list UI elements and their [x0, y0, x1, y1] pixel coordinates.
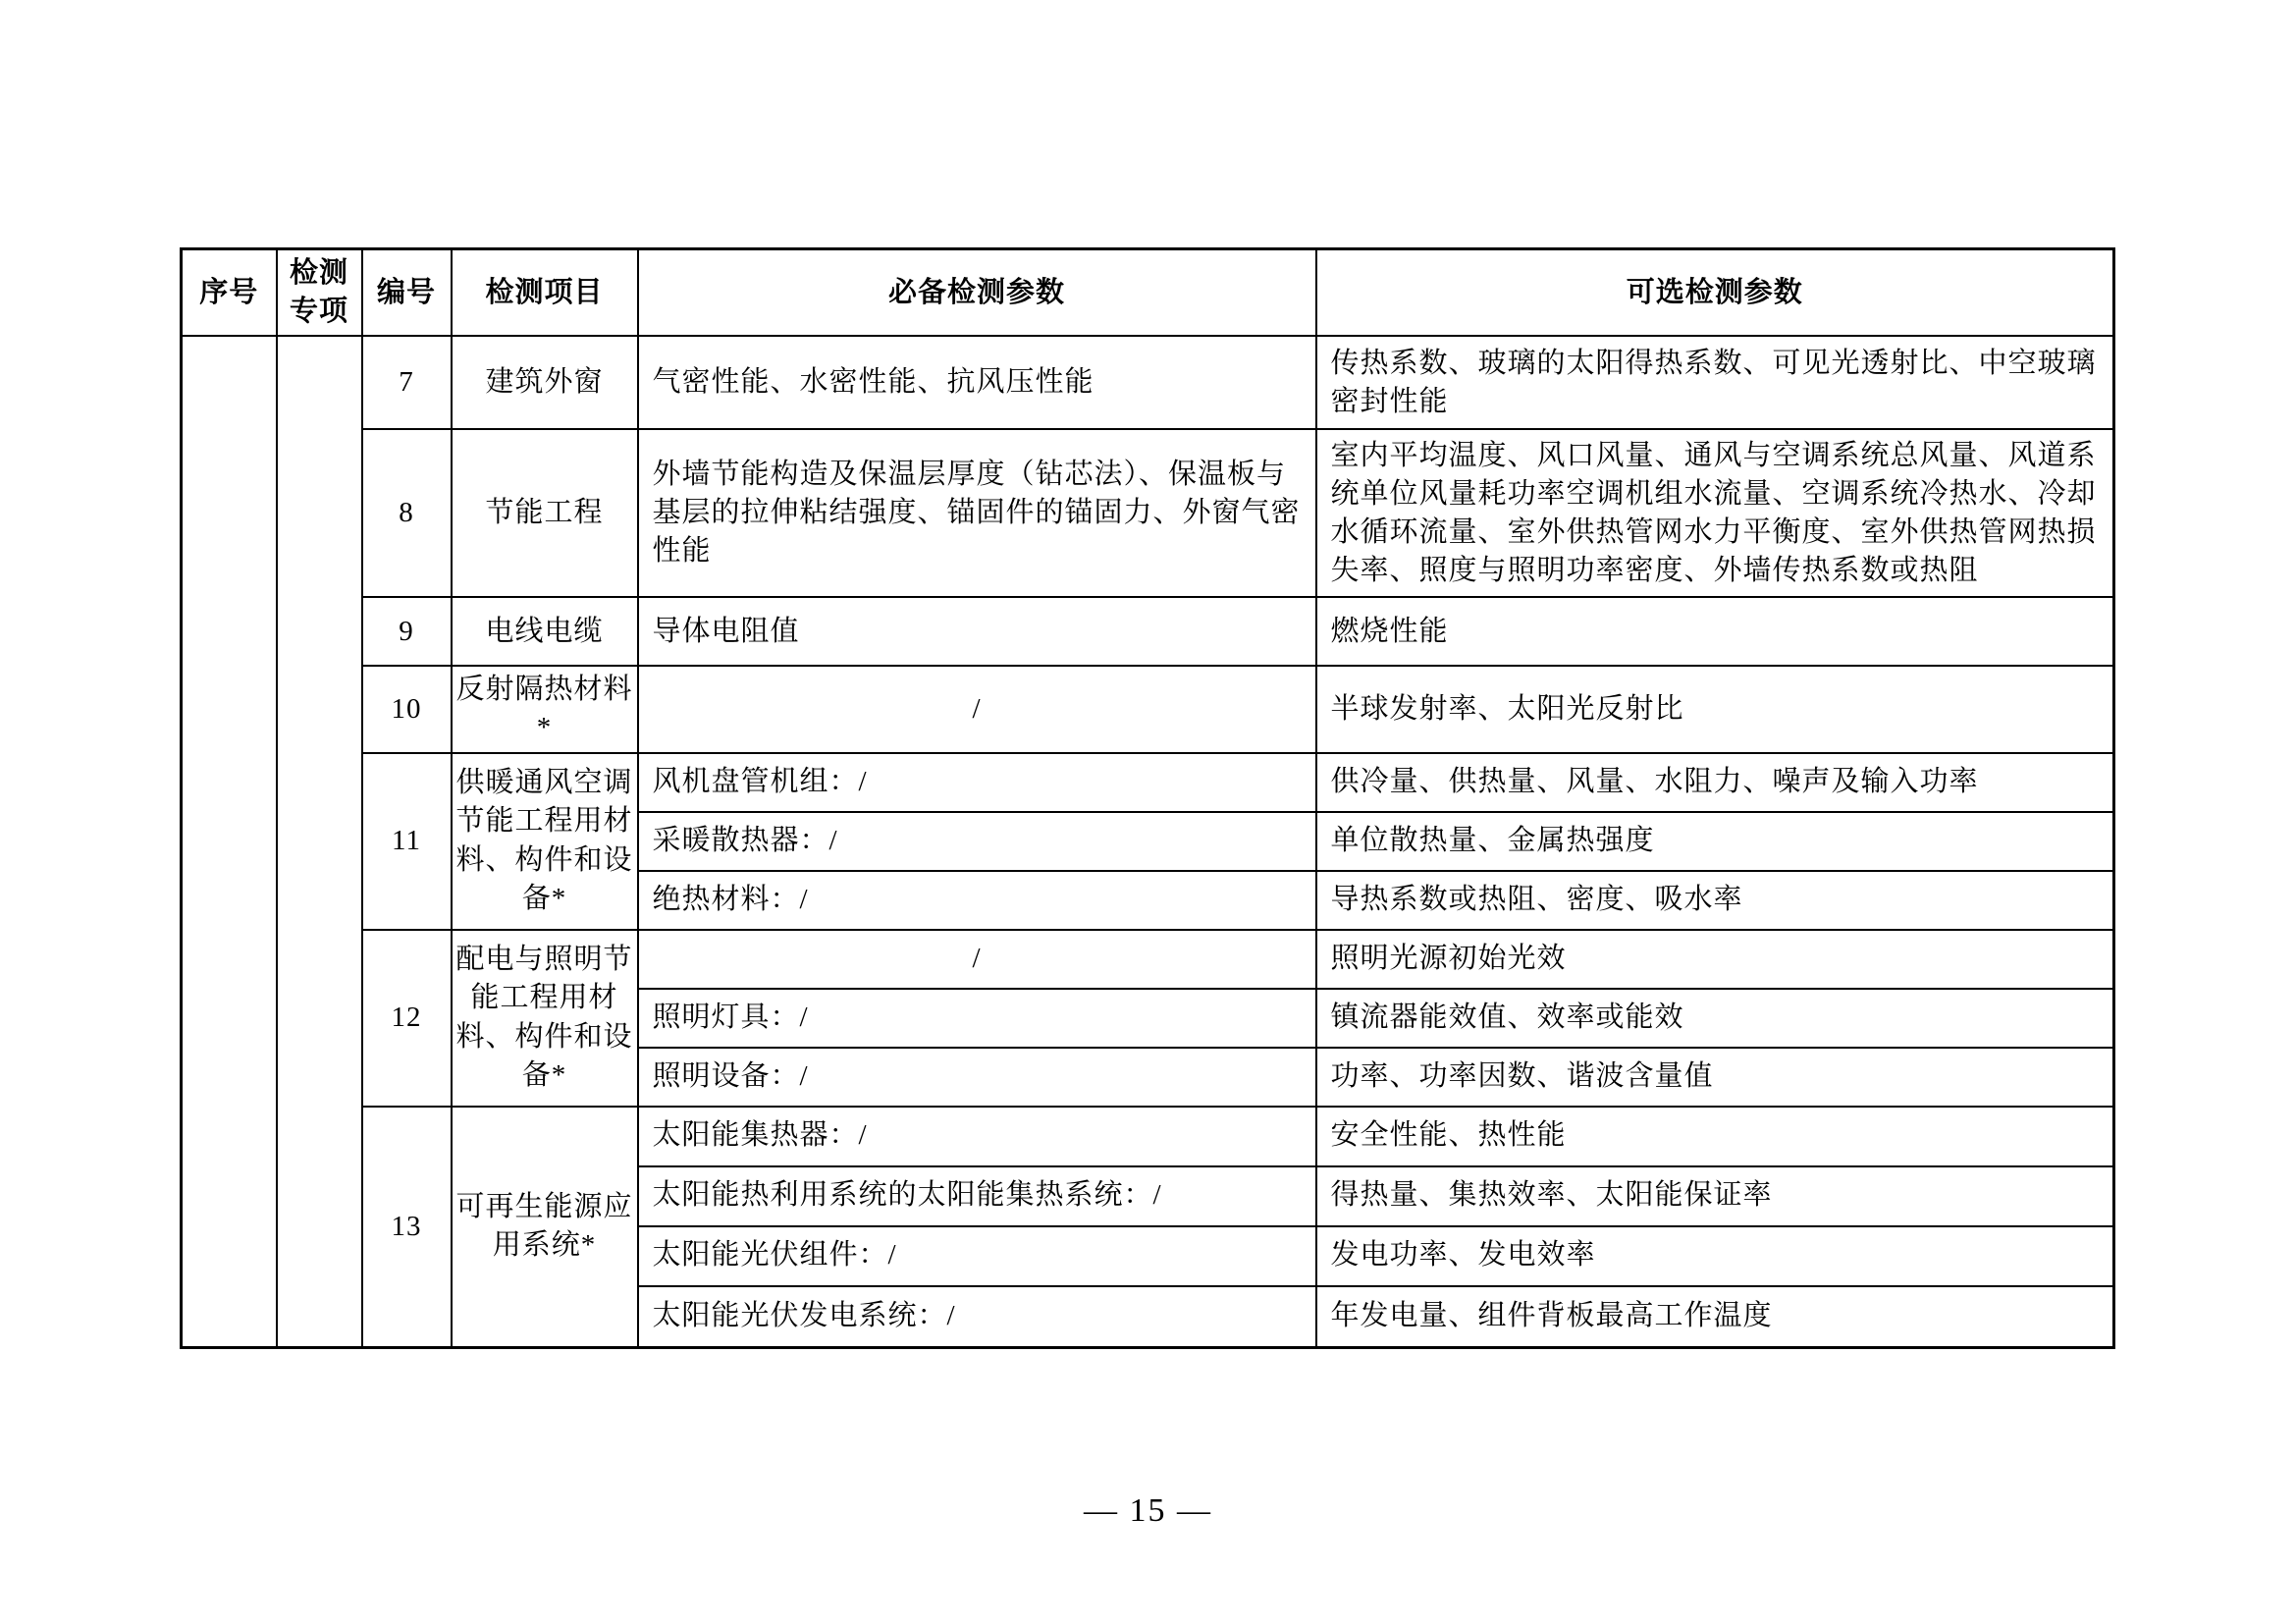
cell-item: 电线电缆 [452, 597, 638, 666]
cell-optional: 半球发射率、太阳光反射比 [1316, 666, 2114, 752]
cell-item: 供暖通风空调节能工程用材料、构件和设备* [452, 753, 638, 930]
cell-number: 8 [362, 429, 452, 597]
header-number: 编号 [362, 249, 452, 337]
cell-item: 可再生能源应用系统* [452, 1107, 638, 1348]
cell-optional: 单位散热量、金属热强度 [1316, 812, 2114, 871]
header-required-params: 必备检测参数 [638, 249, 1316, 337]
cell-item: 反射隔热材料* [452, 666, 638, 752]
cell-required: / [638, 666, 1316, 752]
cell-item: 建筑外窗 [452, 336, 638, 429]
cell-item: 节能工程 [452, 429, 638, 597]
table-row [182, 429, 2114, 597]
cell-required: 气密性能、水密性能、抗风压性能 [638, 336, 1316, 429]
header-item: 检测项目 [452, 249, 638, 337]
table-row [182, 597, 2114, 666]
table-body [182, 336, 2114, 1347]
table-row [182, 930, 2114, 989]
table-row [182, 666, 2114, 752]
table-header [182, 249, 2114, 337]
detection-table [180, 247, 2115, 1349]
cell-required: 绝热材料：/ [638, 871, 1316, 930]
cell-optional: 镇流器能效值、效率或能效 [1316, 989, 2114, 1048]
cell-serial [182, 336, 277, 1347]
cell-required: 风机盘管机组：/ [638, 753, 1316, 812]
page-number: — 15 — [1084, 1492, 1212, 1529]
cell-special [277, 336, 362, 1347]
header-row [182, 249, 2114, 337]
cell-number: 13 [362, 1107, 452, 1348]
cell-optional: 供冷量、供热量、风量、水阻力、噪声及输入功率 [1316, 753, 2114, 812]
cell-optional: 燃烧性能 [1316, 597, 2114, 666]
cell-required: 太阳能光伏发电系统：/ [638, 1286, 1316, 1348]
cell-optional: 照明光源初始光效 [1316, 930, 2114, 989]
cell-required: 太阳能热利用系统的太阳能集热系统：/ [638, 1166, 1316, 1226]
cell-required: 照明设备：/ [638, 1048, 1316, 1107]
header-optional-params: 可选检测参数 [1316, 249, 2114, 337]
cell-required: 导体电阻值 [638, 597, 1316, 666]
cell-item: 配电与照明节能工程用材料、构件和设备* [452, 930, 638, 1107]
cell-number: 10 [362, 666, 452, 752]
cell-required: 太阳能集热器：/ [638, 1107, 1316, 1166]
header-special: 检测专项 [277, 249, 362, 337]
cell-required: / [638, 930, 1316, 989]
cell-required: 外墙节能构造及保温层厚度（钻芯法）、保温板与基层的拉伸粘结强度、锚固件的锚固力、外窗气密性能 [638, 429, 1316, 597]
cell-optional: 传热系数、玻璃的太阳得热系数、可见光透射比、中空玻璃密封性能 [1316, 336, 2114, 429]
cell-required: 采暖散热器：/ [638, 812, 1316, 871]
header-serial: 序号 [182, 249, 277, 337]
cell-optional: 得热量、集热效率、太阳能保证率 [1316, 1166, 2114, 1226]
cell-optional: 年发电量、组件背板最高工作温度 [1316, 1286, 2114, 1348]
cell-optional: 室内平均温度、风口风量、通风与空调系统总风量、风道系统单位风量耗功率空调机组水流量、空调系统冷热水、冷却水循环流量、室外供热管网水力平衡度、室外供热管网热损失率、照度与照明功率密度、外墙传热系数或热阻 [1316, 429, 2114, 597]
cell-number: 11 [362, 753, 452, 930]
cell-optional: 安全性能、热性能 [1316, 1107, 2114, 1166]
table-row [182, 1107, 2114, 1166]
table-row [182, 336, 2114, 429]
cell-number: 12 [362, 930, 452, 1107]
cell-number: 9 [362, 597, 452, 666]
cell-number: 7 [362, 336, 452, 429]
cell-optional: 发电功率、发电效率 [1316, 1226, 2114, 1286]
cell-optional: 功率、功率因数、谐波含量值 [1316, 1048, 2114, 1107]
cell-required: 照明灯具：/ [638, 989, 1316, 1048]
cell-optional: 导热系数或热阻、密度、吸水率 [1316, 871, 2114, 930]
table-row [182, 753, 2114, 812]
cell-required: 太阳能光伏组件：/ [638, 1226, 1316, 1286]
